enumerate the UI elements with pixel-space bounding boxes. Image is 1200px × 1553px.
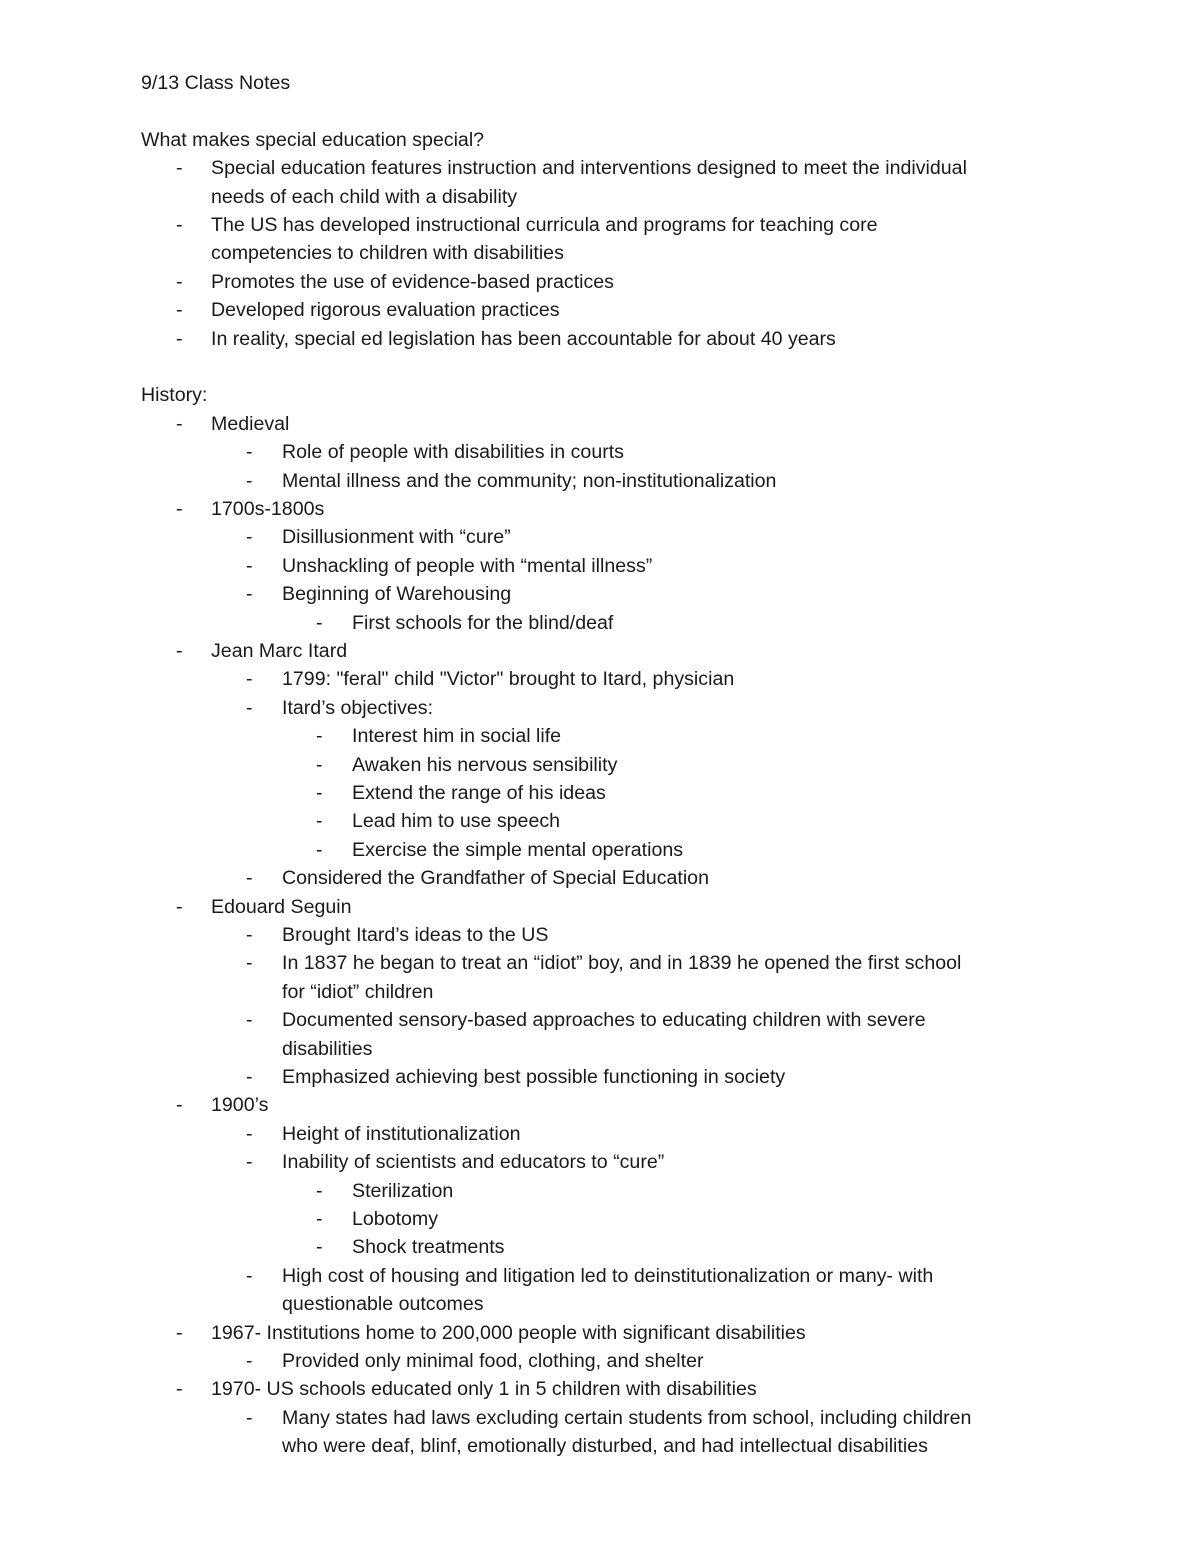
list-item-level-1	[0, 1091, 1200, 1119]
list-item-level-1	[0, 211, 1200, 239]
list-item-level-1	[0, 325, 1200, 353]
bullet-dash-icon: -	[316, 838, 323, 861]
list-item-text: Itard’s objectives:	[282, 696, 434, 719]
list-item-level-2	[0, 1006, 1200, 1034]
list-item-level-2	[0, 864, 1200, 892]
list-item-text: questionable outcomes	[282, 1293, 484, 1316]
list-item-level-2	[0, 552, 1200, 580]
bullet-dash-icon: -	[176, 640, 183, 662]
list-item-text: Special education features instruction and interventions designed to meet the individual	[211, 157, 967, 180]
bullet-dash-icon: -	[246, 1406, 253, 1429]
bullet-dash-icon: -	[246, 554, 253, 577]
list-item-level-1	[0, 495, 1200, 523]
list-item-text: Inability of scientists and educators to “cure”	[282, 1151, 665, 1174]
list-item-text: competencies to children with disabilities	[211, 242, 564, 265]
list-item-level-1	[0, 1319, 1200, 1347]
list-item-level-3	[0, 779, 1200, 807]
list-item-text: disabilities	[282, 1037, 373, 1060]
list-item-text: Awaken his nervous sensibility	[352, 753, 618, 776]
list-item-level-2	[0, 1148, 1200, 1176]
list-item-text: Sterilization	[352, 1179, 454, 1202]
list-item-text: In 1837 he began to treat an “idiot” boy, and in 1839 he opened the first school	[282, 952, 962, 975]
list-item-level-2	[0, 694, 1200, 722]
list-item-text: Unshackling of people with “mental illness”	[282, 554, 653, 577]
bullet-dash-icon: -	[176, 157, 183, 180]
bullet-dash-icon: -	[246, 1009, 253, 1032]
bullet-dash-icon: -	[176, 299, 183, 322]
list-item-level-2	[0, 1063, 1200, 1091]
list-item-text: 1799: "feral" child "Victor" brought to Itard, physician	[282, 668, 735, 691]
list-item-text: Promotes the use of evidence-based practices	[211, 270, 614, 293]
list-item-level-1	[0, 893, 1200, 921]
list-item-level-2	[0, 580, 1200, 608]
list-item-level-1	[0, 296, 1200, 324]
page-title-text: 9/13 Class Notes	[141, 72, 291, 94]
bullet-dash-icon: -	[316, 1208, 323, 1230]
list-item-level-3	[0, 751, 1200, 779]
bullet-dash-icon: -	[246, 668, 253, 691]
bullet-dash-icon: -	[246, 526, 253, 549]
bullet-dash-icon: -	[246, 924, 253, 946]
bullet-dash-icon: -	[176, 1378, 183, 1401]
list-item-text: Emphasized achieving best possible functioning in society	[282, 1066, 786, 1088]
bullet-dash-icon: -	[246, 1151, 253, 1174]
list-item-level-3	[0, 722, 1200, 750]
list-item-text: 1900’s	[211, 1094, 269, 1117]
list-item-level-2	[0, 1035, 1200, 1063]
list-item-text: 1970- US schools educated only 1 in 5 children with disabilities	[211, 1378, 757, 1401]
list-item-text: Beginning of Warehousing	[282, 583, 512, 606]
list-item-text: Documented sensory-based approaches to educating children with severe	[282, 1009, 926, 1032]
list-item-text: Shock treatments	[352, 1236, 505, 1259]
bullet-dash-icon: -	[176, 1094, 183, 1117]
list-item-level-1	[0, 410, 1200, 438]
list-item-text: for “idiot” children	[282, 980, 434, 1003]
bullet-dash-icon: -	[246, 1350, 253, 1372]
bullet-dash-icon: -	[316, 782, 323, 804]
list-item-level-3	[0, 807, 1200, 835]
list-item-text: Brought Itard’s ideas to the US	[282, 924, 549, 946]
bullet-dash-icon: -	[316, 1236, 323, 1259]
list-item-text: Lead him to use speech	[352, 810, 561, 833]
bullet-dash-icon: -	[176, 270, 183, 293]
bullet-dash-icon: -	[176, 498, 183, 520]
bullet-dash-icon: -	[246, 469, 253, 492]
list-item-level-1	[0, 183, 1200, 211]
list-item-level-1	[0, 239, 1200, 267]
list-item-text: Height of institutionalization	[282, 1122, 521, 1145]
bullet-dash-icon: -	[246, 583, 253, 606]
list-item-text: Edouard Seguin	[211, 895, 352, 918]
list-item-text: Interest him in social life	[352, 725, 562, 748]
section-heading	[0, 126, 1200, 154]
list-item-text: 1700s-1800s	[211, 498, 325, 520]
list-item-text: Provided only minimal food, clothing, and shelter	[282, 1350, 704, 1372]
bullet-dash-icon: -	[246, 1122, 253, 1145]
list-item-text: High cost of housing and litigation led to deinstitutionalization or many- with	[282, 1264, 934, 1287]
bullet-dash-icon: -	[176, 895, 183, 918]
list-item-level-2	[0, 1432, 1200, 1460]
list-item-level-2	[0, 523, 1200, 551]
bullet-dash-icon: -	[176, 412, 183, 435]
bullet-dash-icon: -	[316, 1179, 323, 1202]
list-item-text: Jean Marc Itard	[211, 640, 348, 662]
list-item-text: Developed rigorous evaluation practices	[211, 299, 560, 322]
list-item-text: Exercise the simple mental operations	[352, 838, 684, 861]
list-item-text: The US has developed instructional curricula and programs for teaching core	[211, 214, 878, 236]
list-item-level-2	[0, 978, 1200, 1006]
list-item-text: needs of each child with a disability	[211, 185, 518, 208]
list-item-level-1	[0, 268, 1200, 296]
list-item-text: who were deaf, blinf, emotionally disturbed, and had intellectual disabilities	[282, 1435, 928, 1458]
list-item-text: Extend the range of his ideas	[352, 782, 606, 804]
list-item-text: In reality, special ed legislation has been accountable for about 40 years	[211, 327, 836, 350]
list-item-text: Role of people with disabilities in courts	[282, 441, 624, 464]
list-item-level-3	[0, 1233, 1200, 1261]
list-item-text: Considered the Grandfather of Special Education	[282, 867, 709, 890]
list-item-text: Mental illness and the community; non-institutionalization	[282, 469, 777, 492]
bullet-dash-icon: -	[316, 611, 323, 634]
section-heading-text: What makes special education special?	[141, 128, 485, 151]
list-item-text: First schools for the blind/deaf	[352, 611, 614, 634]
list-item-level-3	[0, 836, 1200, 864]
bullet-dash-icon: -	[246, 1264, 253, 1287]
bullet-dash-icon: -	[316, 725, 323, 748]
bullet-dash-icon: -	[246, 952, 253, 975]
list-item-level-2	[0, 467, 1200, 495]
list-item-text: Many states had laws excluding certain students from school, including children	[282, 1406, 972, 1429]
list-item-level-3	[0, 1205, 1200, 1233]
page-title	[0, 69, 1200, 97]
list-item-level-2	[0, 1120, 1200, 1148]
list-item-text: 1967- Institutions home to 200,000 people with significant disabilities	[211, 1321, 806, 1344]
list-item-text: Disillusionment with “cure”	[282, 526, 511, 549]
bullet-dash-icon: -	[176, 1321, 183, 1344]
bullet-dash-icon: -	[176, 214, 183, 236]
list-item-level-1	[0, 1375, 1200, 1403]
bullet-dash-icon: -	[176, 327, 183, 350]
bullet-dash-icon: -	[246, 441, 253, 464]
section-heading	[0, 381, 1200, 409]
list-item-level-3	[0, 609, 1200, 637]
bullet-dash-icon: -	[246, 1066, 253, 1088]
list-item-level-2	[0, 921, 1200, 949]
bullet-dash-icon: -	[316, 753, 323, 776]
bullet-dash-icon: -	[246, 696, 253, 719]
list-item-level-2	[0, 438, 1200, 466]
bullet-dash-icon: -	[246, 867, 253, 890]
list-item-level-2	[0, 1290, 1200, 1318]
list-item-text: Lobotomy	[352, 1208, 439, 1230]
list-item-level-1	[0, 637, 1200, 665]
list-item-level-2	[0, 1347, 1200, 1375]
list-item-level-2	[0, 1404, 1200, 1432]
section-heading-text: History:	[141, 384, 208, 407]
list-item-level-2	[0, 949, 1200, 977]
list-item-level-1	[0, 154, 1200, 182]
bullet-dash-icon: -	[316, 810, 323, 833]
list-item-level-3	[0, 1177, 1200, 1205]
list-item-level-2	[0, 1262, 1200, 1290]
list-item-level-2	[0, 665, 1200, 693]
list-item-text: Medieval	[211, 412, 290, 435]
